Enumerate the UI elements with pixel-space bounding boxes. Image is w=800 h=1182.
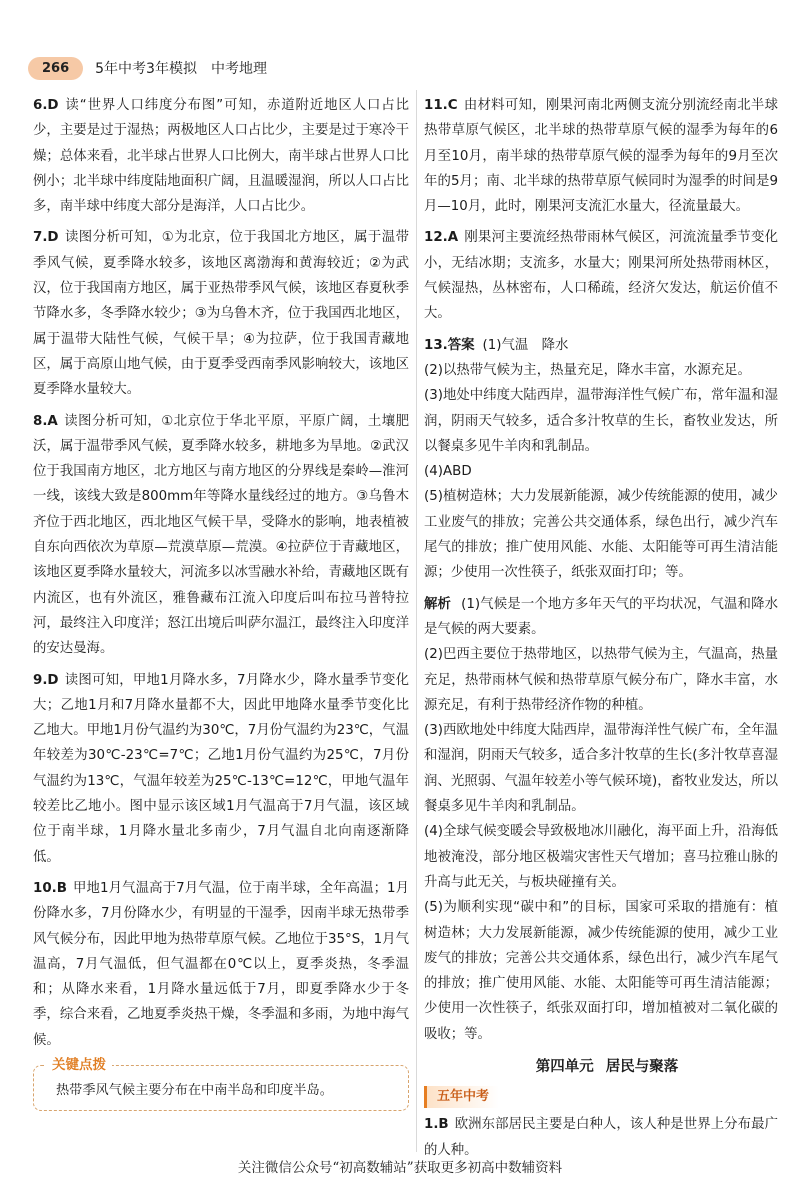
- question-number: 11.C: [424, 98, 458, 113]
- answer-q9: [33, 668, 409, 870]
- section-tag: 五年中考: [424, 1086, 499, 1108]
- question-number: 7.D: [33, 230, 59, 246]
- answer-text: 欧洲东部居民主要是白种人，该人种是世界上分布最广的人种。: [424, 1117, 778, 1158]
- analysis-block: [424, 592, 778, 1047]
- answer-q8: [33, 409, 409, 662]
- answer-q10: [33, 876, 409, 1053]
- analysis-line2: (2)巴西主要位于热带地区，以热带气候为主，气温高，热量充足，热带雨林气候和热带草原气候分布广，降水丰富，水源充足，有利于热带经济作物的种植。: [424, 647, 778, 713]
- answer-text: 读图分析可知，①北京位于华北平原，平原广阔，土壤肥沃，属于温带季风气候，夏季降水较多，耕地多为旱地。②武汉位于我国南方地区，北方地区与南方地区的分界线是秦岭—淮河一线，该线大致是800mm年等降水量线经过的地方。③乌鲁木齐位于西北地区，西北地区气候干旱，受降水的影响，地表植被自东向西依次为草原—荒漠草原—荒漠。④拉萨位于青藏地区，该地区夏季降水量较大，河流多以冰雪融水补给，青藏地区既有内流区，也有外流区，雅鲁藏布江流入印度后叫布拉马普特拉河，最终注入印度洋；怒江出境后叫萨尔温江，最终注入印度洋的安达曼海。: [33, 413, 409, 657]
- key-point-text: 热带季风气候主要分布在中南半岛和印度半岛。: [56, 1082, 333, 1098]
- page-number-badge: 266: [28, 57, 83, 80]
- answer-text: (1)气温 降水: [482, 337, 569, 353]
- answer-q13-line5: (5)植树造林；大力发展新能源，减少传统能源的使用，减少工业废气的排放；完善公共交通体系，绿色出行，减少汽车尾气的排放；推广使用风能、水能、太阳能等可再生清洁能源；少使用一次性筷子，纸张双面打印；等。: [424, 489, 778, 581]
- question-number: 9.D: [33, 672, 59, 688]
- answer-text: 刚果河主要流经热带雨林气候区，河流流量季节变化小，无结冰期；支流多，水量大；刚果河所处热带雨林区，气候湿热，丛林密布，人口稀疏，经济欠发达，航运价值不大。: [424, 230, 778, 322]
- answer-text: 读“世界人口纬度分布图”可知，赤道附近地区人口占比少，主要是过于湿热；两极地区人口占比少，主要是过于寒冷干燥；总体来看，北半球占世界人口比例大，南半球占世界人口比例小；北半球中纬度陆地面积广阔，且温暖湿润，所以人口占比多，南半球中纬度大部分是海洋，人口占比少。: [33, 98, 409, 215]
- right-column: [424, 93, 778, 1169]
- answer-text: 由材料可知，刚果河南北两侧支流分别流经南北半球热带草原气候区，北半球的热带草原气候的湿季为每年的6月至10月，南半球的热带草原气候的湿季为每年的9月至次年的5月；南、北半球的热带草原气候同时为湿季的时间是9月—10月，此时，刚果河支流汇水量大，径流量最大。: [424, 98, 778, 215]
- question-number: 6.D: [33, 98, 59, 113]
- book-subject: 中考地理: [210, 61, 267, 77]
- answer-text: 读图分析可知，①为北京，位于我国北方地区，属于温带季风气候，夏季降水较多，该地区离渤海和黄海较近；②为武汉，位于我国南方地区，属于亚热带季风气候，该地区春夏秋季节降水多，冬季降水较少；③为乌鲁木齐，位于我国西北地区，属于温带大陆性气候，气候干旱；④为拉萨，位于我国青藏地区，属于高原山地气候，由于夏季受西南季风影响较大，该地区夏季降水量较大。: [33, 230, 409, 398]
- key-point-box: [33, 1056, 409, 1111]
- answer-q12: [424, 225, 778, 326]
- answer-q13-line1: [424, 333, 778, 358]
- question-number: 12.A: [424, 230, 459, 246]
- analysis-line5: (5)为顺利实现“碳中和”的目标，国家可采取的措施有：植树造林；大力发展新能源，减少传统能源的使用，减少工业废气的排放；完善公共交通体系，绿色出行，减少汽车尾气的排放；推广使用风能、水能、太阳能等可再生清洁能源；少使用一次性筷子，纸张双面打印，增加植被对二氧化碳的吸收；等。: [424, 900, 778, 1042]
- book-title: 5年中考3年模拟: [95, 61, 197, 77]
- answer-text: 甲地1月气温高于7月气温，位于南半球，全年高温；1月份降水多，7月份降水少，有明显的干湿季，因南半球无热带季风气候分布，因此甲地为热带草原气候。乙地位于35°S，1月气温高，7月气温低，但气温都在0℃以上，夏季炎热，冬季温和；从降水来看，1月降水量远低于7月，即夏季降水少于冬季，综合来看，乙地夏季炎热干燥，冬季温和多雨，为地中海气候。: [33, 880, 409, 1048]
- unit-number: 第四单元: [535, 1058, 594, 1075]
- page-header: [28, 56, 267, 80]
- question-number: 13.答案: [424, 337, 475, 353]
- answer-q7: [33, 225, 409, 402]
- unit-name: 居民与聚落: [605, 1058, 679, 1075]
- answer-q13-line2: (2)以热带气候为主，热量充足，降水丰富，水源充足。: [424, 362, 751, 378]
- answer-q11: [424, 93, 778, 219]
- answer-q13-line4: (4)ABD: [424, 464, 472, 480]
- analysis-line4: (4)全球气候变暖会导致极地冰川融化，海平面上升，沿海低地被淹没，部分地区极端灾害性天气增加；喜马拉雅山脉的升高与此无关，与板块碰撞有关。: [424, 824, 778, 890]
- analysis-line1: [424, 592, 778, 643]
- page-footer: 关注微信公众号“初高数辅站”获取更多初高中数辅资料: [237, 1160, 563, 1176]
- question-number: 10.B: [33, 880, 67, 896]
- unit-heading: [424, 1055, 778, 1080]
- analysis-label: 解析: [424, 596, 452, 612]
- analysis-text: (1)气候是一个地方多年天气的平均状况，气温和降水是气候的两大要素。: [424, 596, 779, 637]
- analysis-line3: (3)西欧地处中纬度大陆西岸，温带海洋性气候广布，全年温和湿润，阴雨天气较多，适合多汁牧草的生长(多汁牧草喜湿润、光照弱、气温年较差小等气候环境)，畜牧业发达，所以餐桌多见牛羊肉和乳制品。: [424, 723, 778, 815]
- answer-text: 读图可知，甲地1月降水多，7月降水少，降水量季节变化大；乙地1月和7月降水量都不大，因此甲地降水量季节变化比乙地大。甲地1月份气温约为30℃，7月份气温约为23℃，气温年较差为30℃-23℃=7℃；乙地1月份气温约为25℃，7月份气温约为13℃，气温年较差为25℃-13℃=12℃，甲地气温年较差比乙地小。图中显示该区域1月气温高于7月气温，该区域位于南半球，1月降水量北多南少，7月气温自北向南逐渐降低。: [33, 672, 409, 865]
- column-divider: [416, 90, 417, 1152]
- key-point-title: 关键点拨: [46, 1056, 112, 1074]
- question-number: 8.A: [33, 413, 58, 429]
- left-column: [33, 93, 409, 1111]
- answer-q6: [33, 93, 409, 219]
- answer-q13-line3: (3)地处中纬度大陆西岸，温带海洋性气候广布，常年温和湿润，阴雨天气较多，适合多汁牧草的生长，畜牧业发达，所以餐桌多见牛羊肉和乳制品。: [424, 388, 778, 454]
- answer-q13: [424, 333, 778, 586]
- question-number: 1.B: [424, 1117, 449, 1133]
